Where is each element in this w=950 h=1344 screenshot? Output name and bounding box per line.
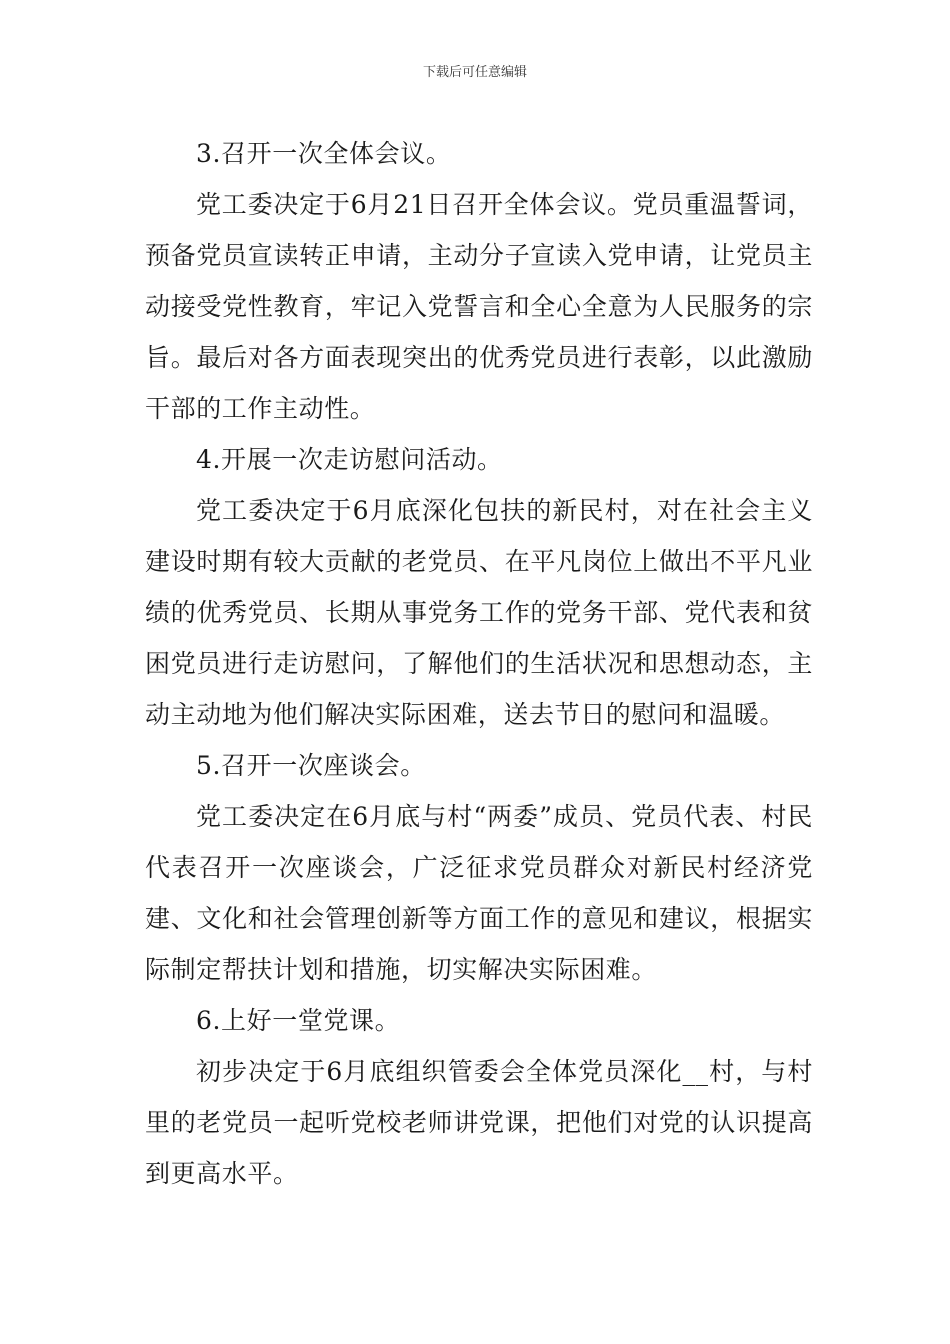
document-body [145, 128, 813, 1199]
heading-item-3: 3.召开一次全体会议。 [196, 139, 452, 168]
heading-item-5: 5.召开一次座谈会。 [196, 751, 426, 780]
paragraph-item-6: 初步决定于6月底组织管委会全体党员深化__村，与村里的老党员一起听党校老师讲党课，把他们对党的认识提高到更高水平。 [145, 1057, 813, 1188]
paragraph-item-4: 党工委决定于6月底深化包扶的新民村，对在社会主义建设时期有较大贡献的老党员、在平凡岗位上做出不平凡业绩的优秀党员、长期从事党务工作的党务干部、党代表和贫困党员进行走访慰问，了解他们的生活状况和思想动态，主动主动地为他们解决实际困难，送去节日的慰问和温暖。 [145, 496, 813, 729]
paragraph-item-5: 党工委决定在6月底与村“两委”成员、党员代表、村民代表召开一次座谈会，广泛征求党员群众对新民村经济党建、文化和社会管理创新等方面工作的意见和建议，根据实际制定帮扶计划和措施，切实解决实际困难。 [145, 802, 813, 984]
heading-item-6: 6.上好一堂党课。 [196, 1006, 401, 1035]
page-header: 下载后可任意编辑 [422, 65, 527, 80]
heading-item-4: 4.开展一次走访慰问活动。 [196, 445, 503, 474]
paragraph-item-3: 党工委决定于6月21日召开全体会议。党员重温誓词，预备党员宣读转正申请，主动分子宣读入党申请，让党员主动接受党性教育，牢记入党誓言和全心全意为人民服务的宗旨。最后对各方面表现突出的优秀党员进行表彰，以此激励干部的工作主动性。 [145, 190, 813, 423]
